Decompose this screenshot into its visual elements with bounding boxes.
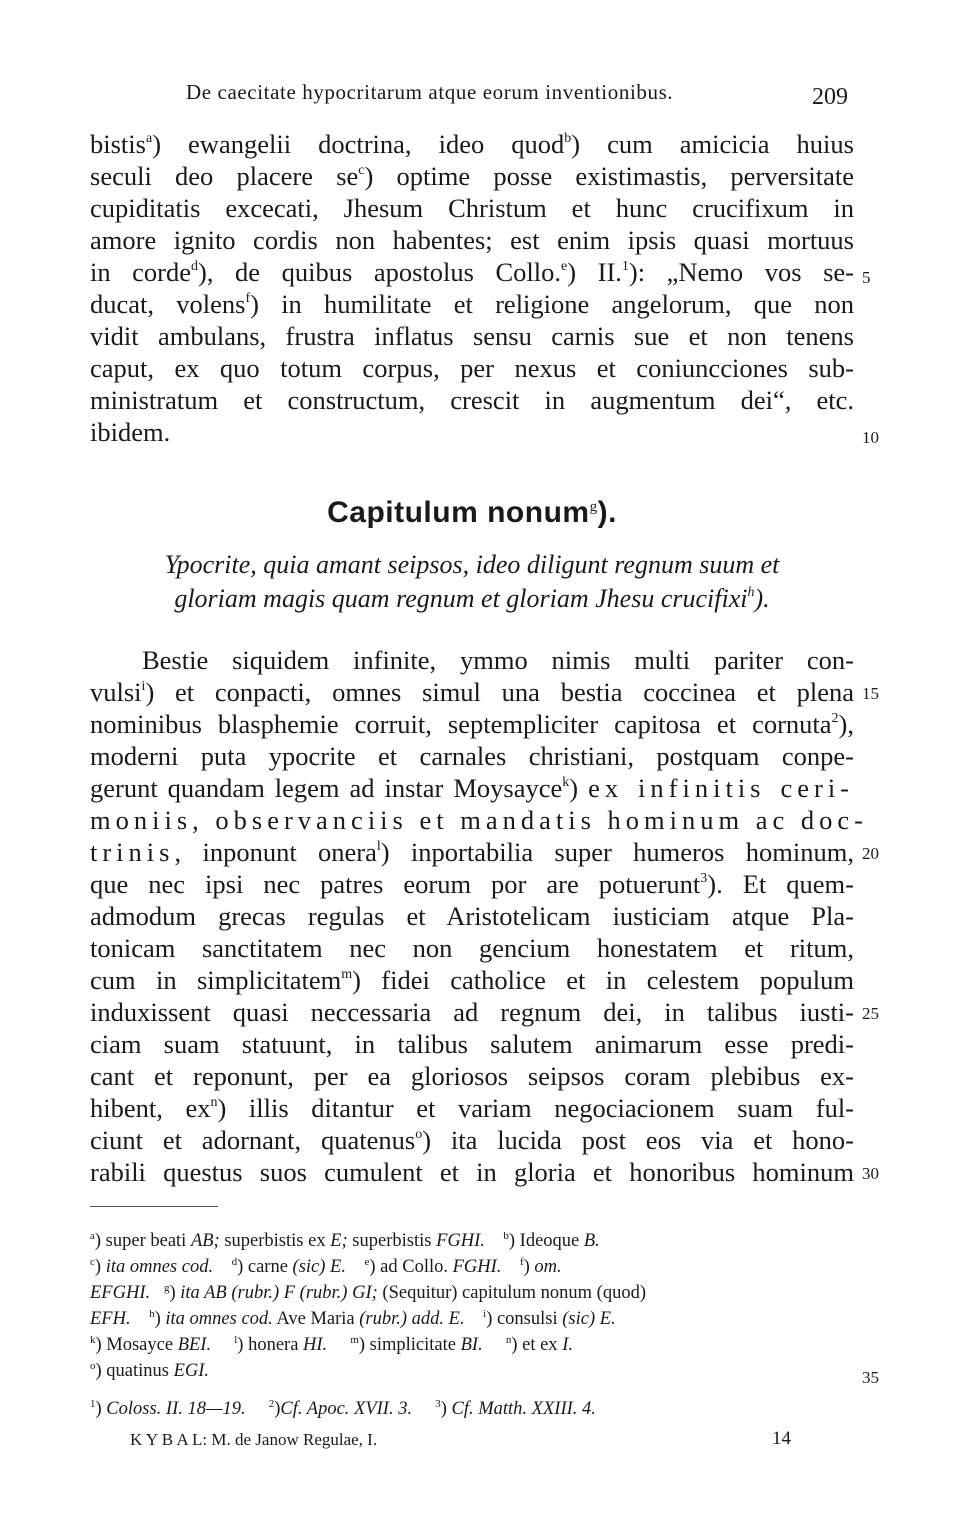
line-number: 35 — [862, 1368, 879, 1387]
text-line: moniis, observanciis et mandatis hominum ac doc- — [90, 805, 868, 835]
text-line: seculi deo placere $se^c$) optime posse existimastis, perversitate — [90, 161, 854, 191]
text-line: hibent, $ex^n$) illis ditantur et variam negociacionem suam ful- — [90, 1093, 855, 1123]
text-line: ciam suam statuunt, in talibus salutem animarum esse predi- — [90, 1029, 854, 1059]
text-line: tonicam sanctitatem nec non gencium honestatem et ritum, — [90, 933, 854, 963]
text-line: bistis$^a$) ewangelii doctrina, ideo quod$^b$) cum amicicia huius — [90, 129, 854, 159]
text-line: cant et reponunt, per ea gloriosos seipsos coram plebibus ex- — [90, 1061, 854, 1091]
text-line: vulsi$^i$) et conpacti, omnes simul una bestia coccinea et plena — [90, 677, 854, 707]
chapter-title: Capitulum nonum — [327, 496, 590, 529]
signature-mark: K Y B A L: M. de Janow Regulae, I. — [130, 1430, 378, 1449]
paragraph-2 — [90, 644, 868, 1188]
text-line: rabili questus suos cumulent et in gloria et honoribus hominum — [90, 1157, 854, 1187]
paragraph-1 — [90, 128, 854, 448]
text-line: admodum grecas regulas et Aristotelicam iusticiam atque Pla- — [90, 901, 854, 931]
text-line: caput, ex quo totum corpus, per nexus et coniuncciones sub- — [90, 353, 854, 383]
chapter-subtitle-line: Ypocrite, quia amant seipsos, ideo diligunt regnum suum et — [164, 550, 780, 579]
text-line: in corde$^d$), de quibus apostolus Collo.$^e$) II.$^1$): „Nemo vos se- — [90, 257, 854, 287]
text-line: ciunt et adornant, quatenus$^o$) ita lucida post eos via et hono- — [90, 1125, 854, 1155]
text-line: vidit ambulans, frustra inflatus sensu carnis sue et non tenens — [90, 321, 854, 351]
line-number: 15 — [862, 684, 879, 703]
text-line: que nec ipsi nec patres eorum por are potuerunt$^3$). Et quem- — [90, 869, 854, 899]
line-number: 25 — [862, 1004, 879, 1023]
footnote-line: EFH. $^h$) ita omnes cod. Ave Maria (rubr.) add. E. $^i$) consulsi (sic) E. — [90, 1308, 616, 1329]
running-header — [90, 72, 880, 112]
text-line: ministratum et constructum, crescit in augmentum dei“, etc. — [90, 385, 854, 415]
chapter-subtitle-line: gloriam magis quam regnum et gloriam Jhesu crucifixi$^h$). — [174, 584, 770, 613]
footnote-line: EFGHI. $^g$) ita AB (rubr.) F (rubr.) GI; (Sequitur) capitulum nonum (quod) — [90, 1282, 646, 1303]
footnote-line: $^k$) Mosayce BEI. $^l$) honera HI. $^m$) simplicitate BI. $^n$) et ex I. — [90, 1334, 573, 1355]
footnote-line: $^o$) quatinus EGI. — [90, 1360, 210, 1381]
text-line: ibidem. — [90, 417, 171, 447]
line-number: 20 — [862, 844, 879, 863]
footnote-divider — [90, 1206, 218, 1207]
sheet-number: 14 — [772, 1428, 791, 1449]
line-number: 10 — [862, 428, 879, 447]
text-line: cupiditatis excecati, Jhesum Christum et hunc crucifixum in — [90, 193, 854, 223]
footnote-line: $^a$) super beati AB; superbistis ex E; superbistis FGHI. $^b$) Ideoque B. — [90, 1230, 600, 1251]
scripture-references: $^1$) Coloss. II. 18—19. $^2$)Cf. Apoc. XVII. 3. $^3$) Cf. Matth. XXIII. 4. — [90, 1398, 596, 1419]
text-line: gerunt quandam legem ad instar Moysayce$^k$) ex infinitis ceri- — [90, 773, 855, 803]
text-line: moderni puta ypocrite et carnales christiani, postquam conpe- — [90, 741, 854, 771]
text-line: induxissent quasi neccessaria ad regnum dei, in talibus iusti- — [90, 997, 854, 1027]
running-title: De caecitate hypocritarum atque eorum inventionibus. — [186, 80, 674, 104]
text-line: nominibus blasphemie corruit, septempliciter capitosa et cornuta$^2$), — [90, 709, 854, 739]
text-line: trinis, inponunt onera$^l$) inportabilia super humeros hominum, — [90, 837, 854, 867]
text-line: ducat, volens$^f$) in humilitate et religione angelorum, que non — [90, 289, 854, 319]
chapter-heading: Capitulum nonum$^g$). — [327, 496, 617, 529]
page-number: 209 — [812, 84, 848, 110]
line-number: 30 — [862, 1164, 879, 1183]
line-number: 5 — [862, 268, 871, 287]
text-line: cum in simplicitatem$^m$) fidei catholice et in celestem populum — [90, 965, 854, 995]
text-line: Bestie siquidem infinite, ymmo nimis multi pariter con- — [142, 645, 854, 675]
text-line: amore ignito cordis non habentes; est enim ipsis quasi mortuus — [90, 225, 854, 255]
footnote-line: $^c$) ita omnes cod. $^d$) carne (sic) E. $^e$) ad Collo. FGHI. $^f$) om. — [90, 1256, 562, 1277]
chapter-note-mark: g — [589, 499, 598, 515]
